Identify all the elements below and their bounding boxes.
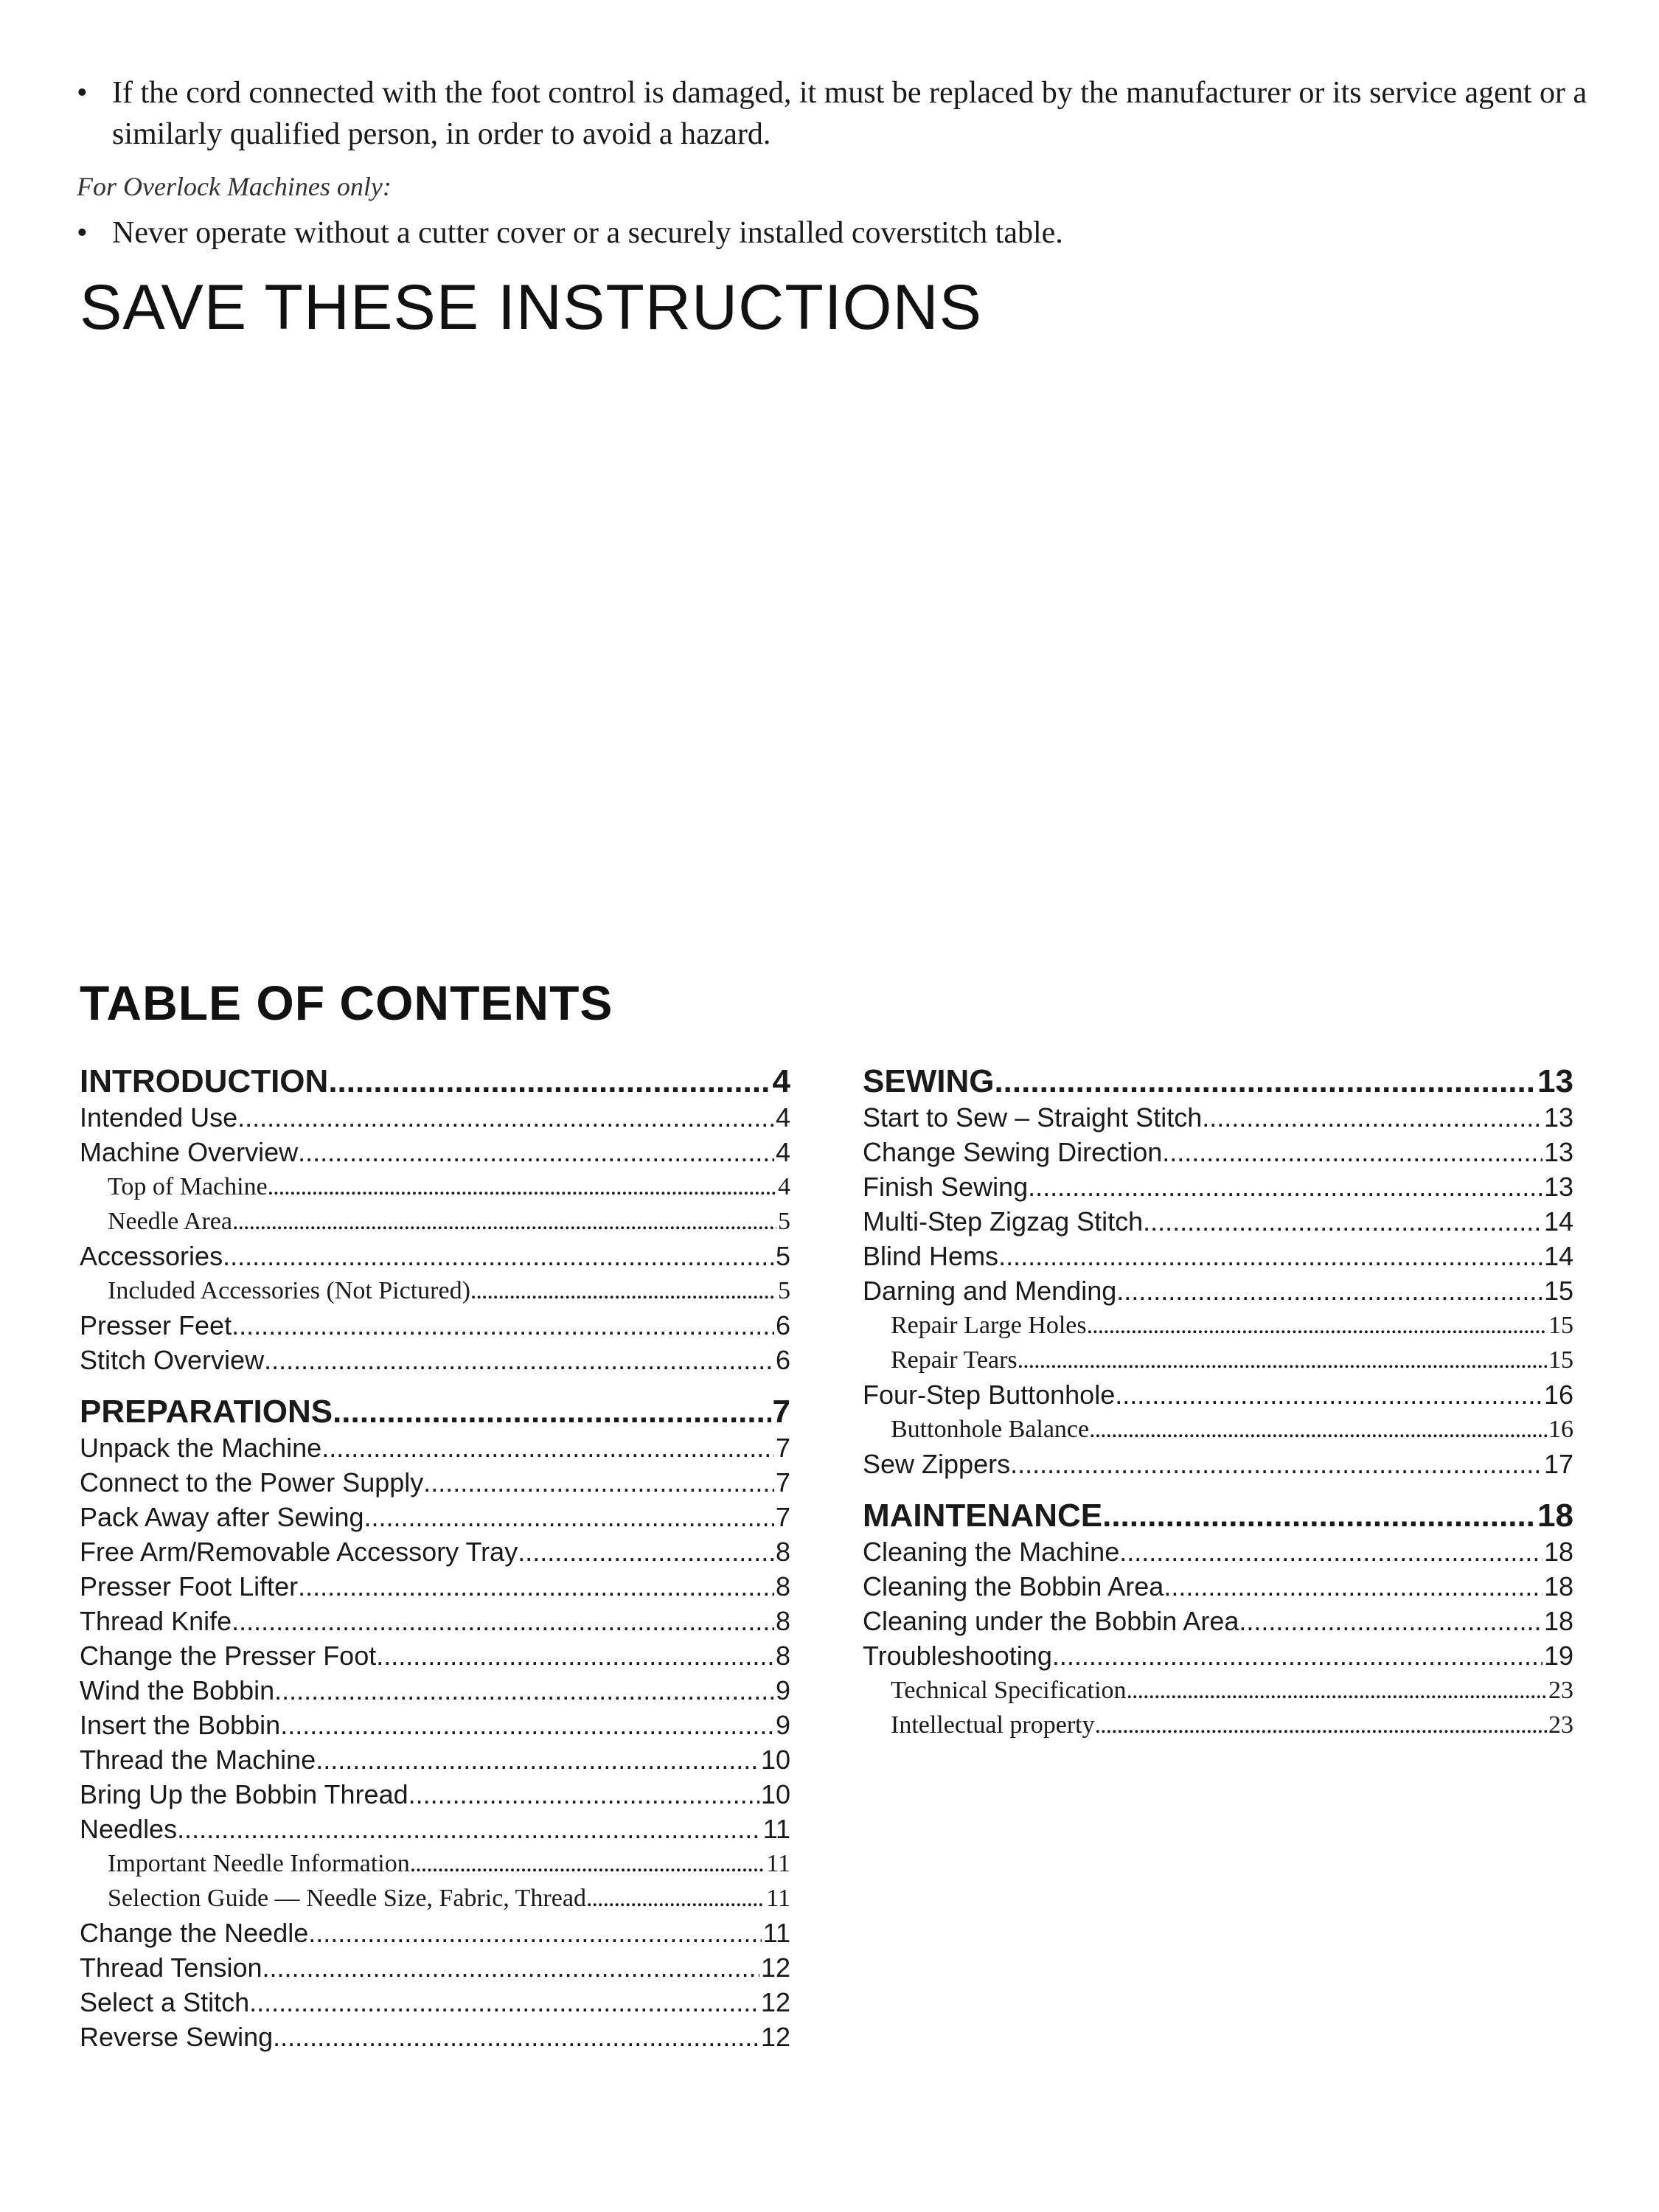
toc-entry[interactable]: Intended Use ..... 4 [80,1100,790,1135]
toc-subentry[interactable]: Important Needle Information ..... 11 [80,1846,790,1881]
toc-subentry[interactable]: Intellectual property ..... 23 [863,1708,1573,1742]
toc-entry[interactable]: Accessories ..... 5 [80,1239,790,1273]
toc-entry[interactable]: Reverse Sewing ..... 12 [80,2020,790,2054]
bullet-icon: • [77,76,88,110]
toc-entry[interactable]: Thread Knife ..... 8 [80,1604,790,1638]
toc-entry[interactable]: Bring Up the Bobbin Thread ..... 10 [80,1777,790,1812]
toc-entry[interactable]: Change the Needle ..... 11 [80,1916,790,1950]
toc-entry[interactable]: Cleaning the Machine ..... 18 [863,1534,1573,1569]
toc-entry[interactable]: Finish Sewing ..... 13 [863,1169,1573,1204]
toc-entry[interactable]: Thread the Machine ..... 10 [80,1742,790,1777]
toc-subentry[interactable]: Technical Specification ..... 23 [863,1673,1573,1708]
toc-entry[interactable]: Machine Overview ..... 4 [80,1135,790,1169]
toc-title: TABLE OF CONTENTS [80,975,613,1030]
toc-entry[interactable]: Blind Hems ..... 14 [863,1239,1573,1273]
bullet-text: Never operate without a cutter cover or a securely installed coverstitch table. [112,216,1063,250]
toc-entry[interactable]: Wind the Bobbin ..... 9 [80,1673,790,1708]
toc-entry[interactable]: Troubleshooting ..... 19 [863,1638,1573,1673]
safety-bullet-cord [77,72,1631,155]
toc-entry[interactable]: Cleaning under the Bobbin Area ..... 18 [863,1604,1573,1638]
toc-entry[interactable]: Stitch Overview ..... 6 [80,1343,790,1377]
toc-entry[interactable]: Unpack the Machine ..... 7 [80,1430,790,1465]
toc-entry[interactable]: Presser Foot Lifter ..... 8 [80,1569,790,1604]
toc-entry[interactable]: Connect to the Power Supply ..... 7 [80,1465,790,1500]
toc-section-preparations[interactable]: PREPARATIONS ..... 7 [80,1394,790,1430]
toc-subentry[interactable]: Buttonhole Balance ..... 16 [863,1412,1573,1447]
toc-section-maintenance[interactable]: MAINTENANCE ..... 18 [863,1498,1573,1534]
toc-entry[interactable]: Start to Sew – Straight Stitch ..... 13 [863,1100,1573,1135]
toc-entry[interactable]: Select a Stitch ..... 12 [80,1985,790,2020]
toc-subentry[interactable]: Selection Guide — Needle Size, Fabric, Thread ..... 11 [80,1881,790,1916]
save-instructions-heading: SAVE THESE INSTRUCTIONS [80,272,983,343]
toc-subentry[interactable]: Top of Machine ..... 4 [80,1169,790,1204]
toc-entry[interactable]: Cleaning the Bobbin Area ..... 18 [863,1569,1573,1604]
toc-entry[interactable]: Change Sewing Direction ..... 13 [863,1135,1573,1169]
toc-entry[interactable]: Thread Tension ..... 12 [80,1950,790,1985]
bullet-icon: • [77,216,88,250]
toc-entry[interactable]: Four-Step Buttonhole ..... 16 [863,1377,1573,1412]
toc-entry[interactable]: Sew Zippers ..... 17 [863,1447,1573,1481]
toc-entry[interactable]: Presser Feet ..... 6 [80,1308,790,1343]
toc-subentry[interactable]: Repair Tears ..... 15 [863,1343,1573,1377]
safety-bullet-cutter [77,212,1631,254]
overlock-note: For Overlock Machines only: [77,172,392,201]
toc-section-sewing[interactable]: SEWING ..... 13 [863,1063,1573,1100]
toc-subentry[interactable]: Needle Area ..... 5 [80,1204,790,1239]
toc-entry[interactable]: Change the Presser Foot ..... 8 [80,1638,790,1673]
toc-entry[interactable]: Needles ..... 11 [80,1812,790,1846]
toc-entry[interactable]: Free Arm/Removable Accessory Tray ..... 8 [80,1534,790,1569]
toc-subentry[interactable]: Repair Large Holes ..... 15 [863,1308,1573,1343]
bullet-text: If the cord connected with the foot control is damaged, it must be replaced by the manufacturer or its service agent or a similarly qualified person, in order to avoid a hazard. [112,76,1587,151]
toc-entry[interactable]: Multi-Step Zigzag Stitch ..... 14 [863,1204,1573,1239]
toc-entry[interactable]: Pack Away after Sewing ..... 7 [80,1500,790,1534]
toc-entry[interactable]: Darning and Mending ..... 15 [863,1273,1573,1308]
toc-column-left [80,1063,790,2054]
toc-subentry[interactable]: Included Accessories (Not Pictured) ..... 5 [80,1273,790,1308]
toc-column-right [863,1063,1573,1742]
toc-section-introduction[interactable]: INTRODUCTION ..... 4 [80,1063,790,1100]
toc-entry[interactable]: Insert the Bobbin ..... 9 [80,1708,790,1742]
